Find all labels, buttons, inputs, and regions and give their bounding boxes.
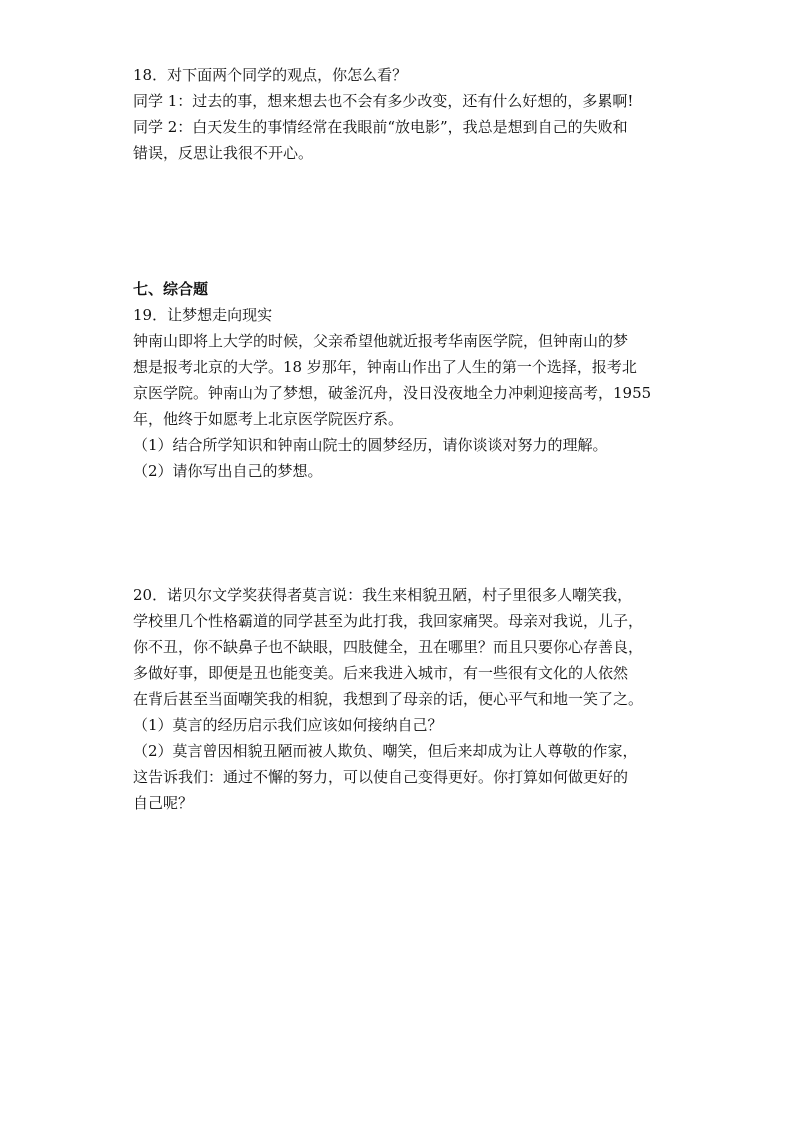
question-18-line: 错误，反思让我很不开心。 [133,144,314,162]
section-title: 七、综合题 [133,280,209,298]
question-20-sub-2: （2）莫言曾因相貌丑陋而被人欺负、嘲笑，但后来却成为让人尊敬的作家， [133,742,638,760]
question-19-line: 想是报考北京的大学。18 岁那年，钟南山作出了人生的第一个选择，报考北 [133,358,637,376]
question-20 [133,582,673,816]
question-18-stem: 18．对下面两个同学的观点，你怎么看？ [133,66,408,84]
question-18-line: 同学 2：白天发生的事情经常在我眼前“放电影”，我总是想到自己的失败和 [133,118,628,136]
question-19 [133,302,673,484]
question-20-line: 多做好事，即便是丑也能变美。后来我进入城市，有一些很有文化的人依然 [133,664,629,682]
answer-space [133,166,673,276]
question-20-sub-2-cont: 这告诉我们：通过不懈的努力，可以使自己变得更好。你打算如何做更好的 [133,768,629,786]
question-18 [133,62,673,166]
exam-page [133,62,673,816]
question-20-line: 你不丑，你不缺鼻子也不缺眼，四肢健全，丑在哪里？而且只要你心存善良， [133,638,644,656]
question-20-line: 学校里几个性格霸道的同学甚至为此打我，我回家痛哭。母亲对我说，儿子， [133,612,644,630]
question-19-sub-1: （1）结合所学知识和钟南山院士的圆梦经历，请你谈谈对努力的理解。 [133,436,608,454]
question-20-sub-1: （1）莫言的经历启示我们应该如何接纳自己？ [133,716,443,734]
question-20-line: 20．诺贝尔文学奖获得者莫言说：我生来相貌丑陋，村子里很多人嘲笑我， [133,586,633,604]
question-19-stem: 19．让梦想走向现实 [133,306,273,324]
question-18-line: 同学 1：过去的事，想来想去也不会有多少改变，还有什么好想的，多累啊! [133,92,634,110]
question-19-line: 京医学院。钟南山为了梦想，破釜沉舟，没日没夜地全力冲刺迎接高考，1955 [133,384,652,402]
question-19-line: 钟南山即将上大学的时候，父亲希望他就近报考华南医学院，但钟南山的梦 [133,332,629,350]
question-20-line: 在背后甚至当面嘲笑我的相貌，我想到了母亲的话，便心平气和地一笑了之。 [133,690,644,708]
question-19-sub-2: （2）请你写出自己的梦想。 [133,462,323,480]
answer-space [133,484,673,582]
question-19-line: 年，他终于如愿考上北京医学院医疗系。 [133,410,404,428]
question-20-sub-2-cont: 自己呢？ [133,794,194,812]
